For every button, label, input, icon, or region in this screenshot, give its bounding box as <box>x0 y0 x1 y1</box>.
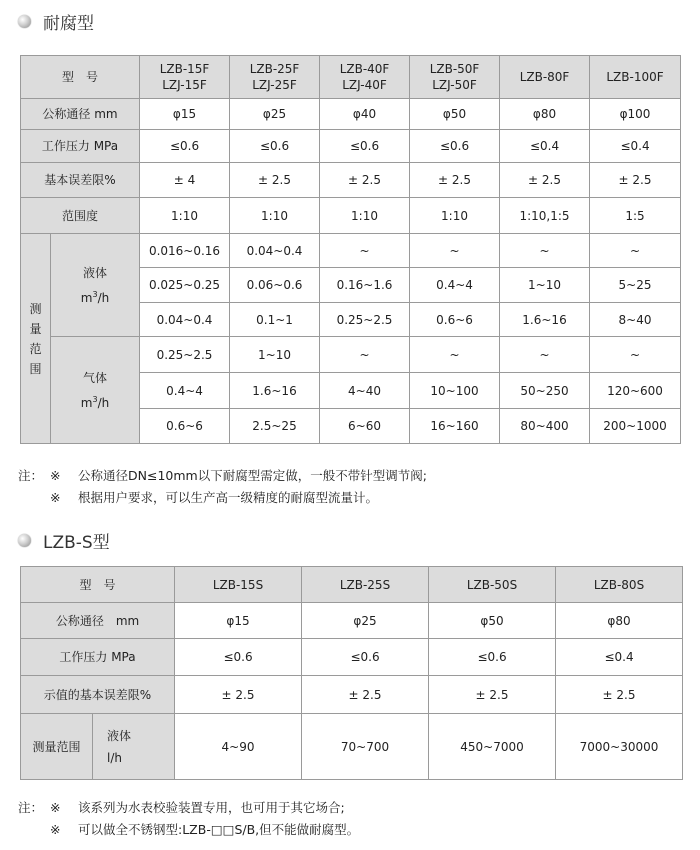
lzbs-spec-table <box>20 566 683 780</box>
table-cell: 1:10 <box>320 198 410 234</box>
table-row <box>21 198 681 234</box>
table-cell: 70~700 <box>302 714 429 780</box>
table-row <box>21 603 683 639</box>
table-cell: 1:10 <box>410 198 500 234</box>
table-cell: φ80 <box>500 99 590 130</box>
table-cell: 0.25~2.5 <box>320 303 410 337</box>
table-cell: ~ <box>320 234 410 268</box>
liquid-label: 液体 $m^3/h$ <box>51 234 140 337</box>
header-row <box>21 567 683 603</box>
table-cell: 200~1000 <box>590 409 681 444</box>
table-cell: 0.04~0.4 <box>140 303 230 337</box>
note-label: 注： <box>18 468 44 483</box>
table-row <box>21 130 681 163</box>
note-mark: ※ <box>50 468 61 483</box>
table-cell: 120~600 <box>590 373 681 409</box>
table-cell: φ25 <box>302 603 429 639</box>
table-cell: φ25 <box>230 99 320 130</box>
table-cell: φ15 <box>175 603 302 639</box>
table-cell: 1.6~16 <box>230 373 320 409</box>
table-cell: ≤0.6 <box>302 639 429 676</box>
row-label: 工作压力 MPa <box>21 130 140 163</box>
table-cell: φ40 <box>320 99 410 130</box>
table-cell: ≤0.6 <box>140 130 230 163</box>
note-text: 该系列为水表校验装置专用，也可用于其它场合; <box>78 800 345 815</box>
table-cell: 0.06~0.6 <box>230 268 320 303</box>
note-text: 公称通径DN≤10mm以下耐腐型需定做，一般不带针型调节阀; <box>78 468 427 483</box>
table-cell: 1:10,1:5 <box>500 198 590 234</box>
gas-label: 气体 $m^3/h$ <box>51 337 140 444</box>
table-cell: ~ <box>320 337 410 373</box>
bullet-icon <box>18 15 31 28</box>
liquid-label: 液体 l/h <box>93 714 175 780</box>
table-cell: 1~10 <box>230 337 320 373</box>
table-cell: 4~40 <box>320 373 410 409</box>
table-cell: ≤0.4 <box>556 639 683 676</box>
table-cell: ± 2.5 <box>230 163 320 198</box>
row-label: 范围度 <box>21 198 140 234</box>
table-cell: 10~100 <box>410 373 500 409</box>
model-col: LZB-15F LZJ-15F <box>140 56 230 99</box>
table-cell: ~ <box>590 337 681 373</box>
table-cell: ± 2.5 <box>429 676 556 714</box>
section-title-corrosion <box>18 9 94 34</box>
table-cell: 0.016~0.16 <box>140 234 230 268</box>
table-cell: ≤0.4 <box>500 130 590 163</box>
model-header: 型 号 <box>21 567 175 603</box>
table-cell: 1:10 <box>230 198 320 234</box>
table-cell: 50~250 <box>500 373 590 409</box>
range-label: 测量范围 <box>21 714 93 780</box>
model-col: LZB-25S <box>302 567 429 603</box>
table-cell: 7000~30000 <box>556 714 683 780</box>
table-cell: ≤0.4 <box>590 130 681 163</box>
table-cell: ~ <box>500 337 590 373</box>
notes-section1 <box>18 465 427 509</box>
table-cell: 0.04~0.4 <box>230 234 320 268</box>
table-cell: φ50 <box>429 603 556 639</box>
table-cell: ± 2.5 <box>302 676 429 714</box>
model-col: LZB-50F LZJ-50F <box>410 56 500 99</box>
table-cell: 80~400 <box>500 409 590 444</box>
table-cell: φ50 <box>410 99 500 130</box>
table-row <box>21 99 681 130</box>
note-text: 可以做全不锈钢型:LZB-□□S/B,但不能做耐腐型。 <box>78 822 360 837</box>
model-col: LZB-80F <box>500 56 590 99</box>
table-cell: ≤0.6 <box>230 130 320 163</box>
section-title-lzbs <box>18 528 110 553</box>
model-col: LZB-100F <box>590 56 681 99</box>
table-cell: 1:5 <box>590 198 681 234</box>
table-cell: ≤0.6 <box>320 130 410 163</box>
model-col: LZB-15S <box>175 567 302 603</box>
table-cell: φ15 <box>140 99 230 130</box>
table-cell: 450~7000 <box>429 714 556 780</box>
table-row <box>21 714 683 780</box>
table-cell: 1:10 <box>140 198 230 234</box>
range-label: 测 量 范 围 <box>21 234 51 444</box>
table-cell: ~ <box>500 234 590 268</box>
table-cell: 2.5~25 <box>230 409 320 444</box>
note-text: 根据用户要求，可以生产高一级精度的耐腐型流量计。 <box>78 490 379 505</box>
row-label: 公称通径 mm <box>21 99 140 130</box>
header-row <box>21 56 681 99</box>
row-label: 基本误差限% <box>21 163 140 198</box>
table-cell: 8~40 <box>590 303 681 337</box>
table-cell: ~ <box>410 234 500 268</box>
table-cell: φ80 <box>556 603 683 639</box>
table-cell: 4~90 <box>175 714 302 780</box>
table-cell: ~ <box>410 337 500 373</box>
table-cell: 5~25 <box>590 268 681 303</box>
table-cell: 0.4~4 <box>140 373 230 409</box>
row-label: 示值的基本误差限% <box>21 676 175 714</box>
table-row <box>21 676 683 714</box>
model-col: LZB-40F LZJ-40F <box>320 56 410 99</box>
table-cell: ≤0.6 <box>410 130 500 163</box>
table-cell: 0.1~1 <box>230 303 320 337</box>
table-cell: 0.6~6 <box>140 409 230 444</box>
table-cell: 1~10 <box>500 268 590 303</box>
table-cell: ± 4 <box>140 163 230 198</box>
table-cell: 0.16~1.6 <box>320 268 410 303</box>
table-cell: ± 2.5 <box>590 163 681 198</box>
section-title-text: LZB-S型 <box>43 533 110 553</box>
section-title-text: 耐腐型 <box>43 14 94 34</box>
table-row <box>21 337 681 373</box>
model-col: LZB-80S <box>556 567 683 603</box>
table-cell: ± 2.5 <box>500 163 590 198</box>
note-mark: ※ <box>50 822 61 837</box>
table-cell: ± 2.5 <box>175 676 302 714</box>
note-mark: ※ <box>50 800 61 815</box>
table-cell: ≤0.6 <box>175 639 302 676</box>
table-cell: 0.25~2.5 <box>140 337 230 373</box>
table-row <box>21 639 683 676</box>
model-header: 型 号 <box>21 56 140 99</box>
table-cell: ± 2.5 <box>410 163 500 198</box>
table-cell: 1.6~16 <box>500 303 590 337</box>
table-cell: 0.6~6 <box>410 303 500 337</box>
corrosion-spec-table <box>20 55 681 444</box>
bullet-icon <box>18 534 31 547</box>
notes-section2 <box>18 797 359 841</box>
table-cell: ± 2.5 <box>320 163 410 198</box>
table-cell: 6~60 <box>320 409 410 444</box>
model-col: LZB-25F LZJ-25F <box>230 56 320 99</box>
note-label: 注： <box>18 800 44 815</box>
row-label: 公称通径 mm <box>21 603 175 639</box>
table-row <box>21 163 681 198</box>
note-mark: ※ <box>50 490 61 505</box>
table-cell: 0.4~4 <box>410 268 500 303</box>
table-cell: 16~160 <box>410 409 500 444</box>
table-cell: ≤0.6 <box>429 639 556 676</box>
table-cell: 0.025~0.25 <box>140 268 230 303</box>
table-row <box>21 234 681 268</box>
table-cell: ~ <box>590 234 681 268</box>
row-label: 工作压力 MPa <box>21 639 175 676</box>
table-cell: φ100 <box>590 99 681 130</box>
table-cell: ± 2.5 <box>556 676 683 714</box>
model-col: LZB-50S <box>429 567 556 603</box>
